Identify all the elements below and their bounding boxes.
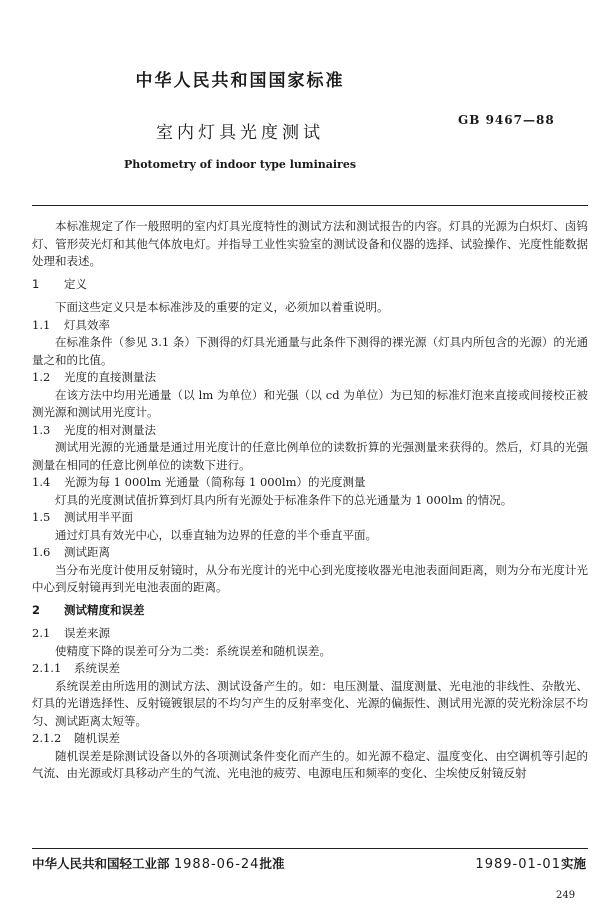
subsection-heading: 1.1 灯具效率 — [32, 317, 110, 332]
implement-label: 实施 — [560, 856, 586, 871]
subsection-heading: 1.3 光度的相对测量法 — [32, 422, 156, 437]
subsection-text: 通过灯具有效光中心，以垂直轴为边界的任意的半个垂直平面。 — [55, 527, 377, 542]
subsection-heading: 1.6 测试距离 — [32, 545, 110, 559]
implementation-line — [475, 854, 586, 872]
subsection-text: 系统误差由所选用的测试方法、测试设备产生的。如：电压测量、温度测量、光电池的非线性、杂散光、灯具的光谱选择性、反射镜镀银层的不均匀产生的反射率变化、光源的偏振性、测试用光源的荧光粉涂层不均匀、测试距离太短等。 — [32, 678, 588, 728]
section-1-heading: 1 定义 — [32, 276, 87, 291]
title-english: Photometry of indoor type luminaires — [123, 158, 357, 171]
approval-line — [32, 854, 284, 872]
subsection-heading: 1.5 测试用半平面 — [32, 510, 133, 524]
document-body — [32, 218, 588, 783]
issuer: 中华人民共和国轻工业部 — [32, 856, 170, 871]
subsection-text: 使精度下降的误差可分为二类：系统误差和随机误差。 — [55, 643, 331, 658]
subsection-heading: 2.1.1 系统误差 — [32, 661, 120, 675]
footer-divider — [32, 848, 588, 849]
national-standard-heading: 中华人民共和国国家标准 — [135, 71, 345, 91]
standard-number: GB 9467—88 — [458, 113, 555, 127]
section-2-heading: 2 测试精度和误差 — [32, 602, 145, 617]
subsection-heading: 2.1 误差来源 — [32, 626, 110, 640]
subsection-text: 在标准条件（参见 3.1 条）下测得的灯具光通量与此条件下测得的裸光源（灯具内所包含的光源）的光通量之和的比值。 — [32, 335, 588, 367]
header-divider — [32, 205, 588, 206]
approve-date: 1988-06-24 — [173, 857, 260, 872]
subsection-text: 在该方法中均用光通量（以 lm 为单位）和光强（以 cd 为单位）为已知的标准灯泡来直接或间接校正被测光源和测试用光度计。 — [32, 387, 588, 419]
title-chinese: 室内灯具光度测试 — [156, 123, 324, 143]
subsection-heading: 2.1.2 随机误差 — [32, 731, 120, 745]
subsection-heading: 1.2 光度的直接测量法 — [32, 370, 156, 384]
subsection-text: 灯具的光度测试值折算到灯具内所有光源处于标准条件下的总光通量为 1 000lm 的情况。 — [55, 492, 513, 507]
intro-paragraph: 本标准规定了作一般照明的室内灯具光度特性的测试方法和测试报告的内容。灯具的光源为白炽灯、卤钨灯、管形荧光灯和其他气体放电灯。并指导工业性实验室的测试设备和仪器的选择、试验操作、光度性能数据处理和表述。 — [32, 219, 588, 268]
page-number: 249 — [556, 890, 576, 901]
subsection-text: 随机误差是除测试设备以外的各项测试条件变化而产生的。如光源不稳定、温度变化、由空调机等引起的气流、由光源或灯具移动产生的气流、光电池的疲劳、电源电压和频率的变化、尘埃使反射镜反射 — [32, 748, 588, 780]
subsection-text: 当分布光度计使用反射镜时，从分布光度计的光中心到光度接收器光电池表面间距离，则为分布光度计光中心到反射镜再到光电池表面的距离。 — [32, 562, 588, 594]
subsection-text: 测试用光源的光通量是通过用光度计的任意比例单位的读数折算的光强测量来获得的。然后，灯具的光强测量在相同的任意比例单位的读数下进行。 — [32, 440, 588, 472]
subsection-heading: 1.4 光源为每 1 000lm 光通量（简称每 1 000lm）的光度测量 — [32, 475, 366, 489]
section-1-intro: 下面这些定义只是本标准涉及的重要的定义，必须加以着重说明。 — [55, 300, 389, 314]
implement-date: 1989-01-01 — [475, 857, 561, 872]
approve-label: 批准 — [259, 856, 285, 871]
